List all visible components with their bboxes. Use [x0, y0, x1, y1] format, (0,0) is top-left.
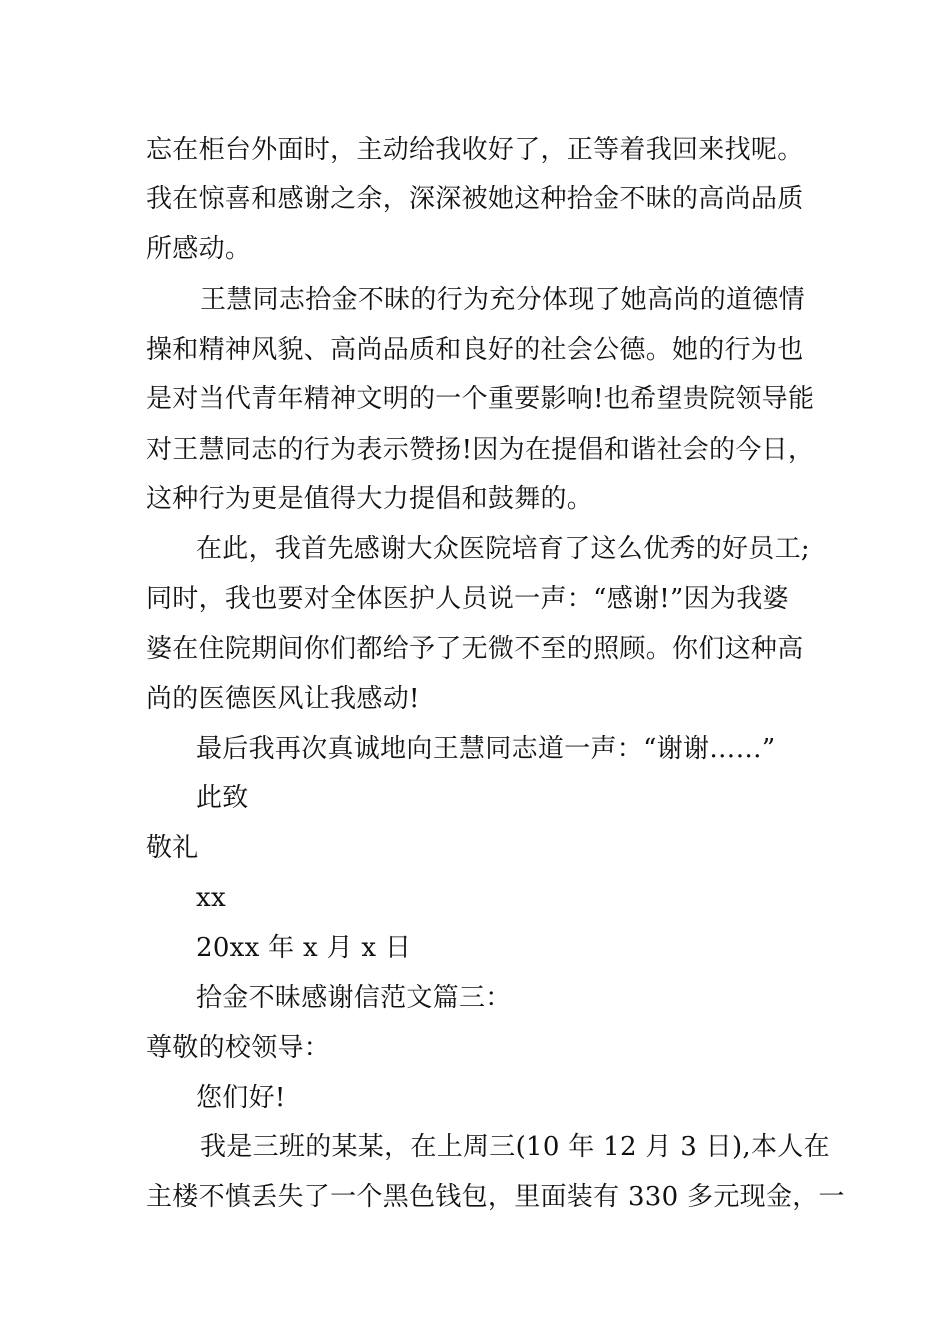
- closing-salutation: 此致: [196, 783, 249, 813]
- paragraph-line: 主楼不慎丢失了一个黑色钱包，里面装有 330 多元现金，一: [146, 1182, 845, 1212]
- paragraph-line: 婆在住院期间你们都给予了无微不至的照顾。你们这种高: [146, 634, 804, 664]
- section-heading: 拾金不昧感谢信范文篇三：: [196, 983, 512, 1013]
- paragraph-line: 我在惊喜和感谢之余，深深被她这种拾金不昧的高尚品质: [146, 184, 804, 214]
- paragraph-line: 是对当代青年精神文明的一个重要影响!也希望贵院领导能: [146, 384, 815, 414]
- paragraph-line: 所感动。: [146, 234, 252, 264]
- paragraph-line: 我是三班的某某，在上周三(10 年 12 月 3 日),本人在: [200, 1132, 830, 1162]
- paragraph-line: 最后我再次真诚地向王慧同志道一声：“谢谢……”: [196, 734, 776, 764]
- paragraph-line: 同时，我也要对全体医护人员说一声：“感谢!”因为我婆: [146, 584, 789, 614]
- signature-date: 20xx 年 x 月 x 日: [196, 933, 412, 963]
- paragraph-line: 忘在柜台外面时，主动给我收好了，正等着我回来找呢。: [146, 135, 804, 165]
- paragraph-line: 操和精神风貌、高尚品质和良好的社会公德。她的行为也: [146, 335, 804, 365]
- closing-respect: 敬礼: [146, 833, 199, 863]
- paragraph-line: 尚的医德医风让我感动!: [146, 684, 420, 714]
- letter-opening: 您们好!: [196, 1083, 286, 1113]
- letter-greeting: 尊敬的校领导：: [146, 1033, 331, 1063]
- paragraph-line: 在此，我首先感谢大众医院培育了这么优秀的好员工;: [196, 534, 810, 564]
- signature-name: xx: [196, 883, 226, 913]
- paragraph-line: 对王慧同志的行为表示赞扬!因为在提倡和谐社会的今日，: [146, 435, 815, 465]
- paragraph-line: 这种行为更是值得大力提倡和鼓舞的。: [146, 484, 594, 514]
- paragraph-line: 王慧同志拾金不昧的行为充分体现了她高尚的道德情: [200, 285, 805, 315]
